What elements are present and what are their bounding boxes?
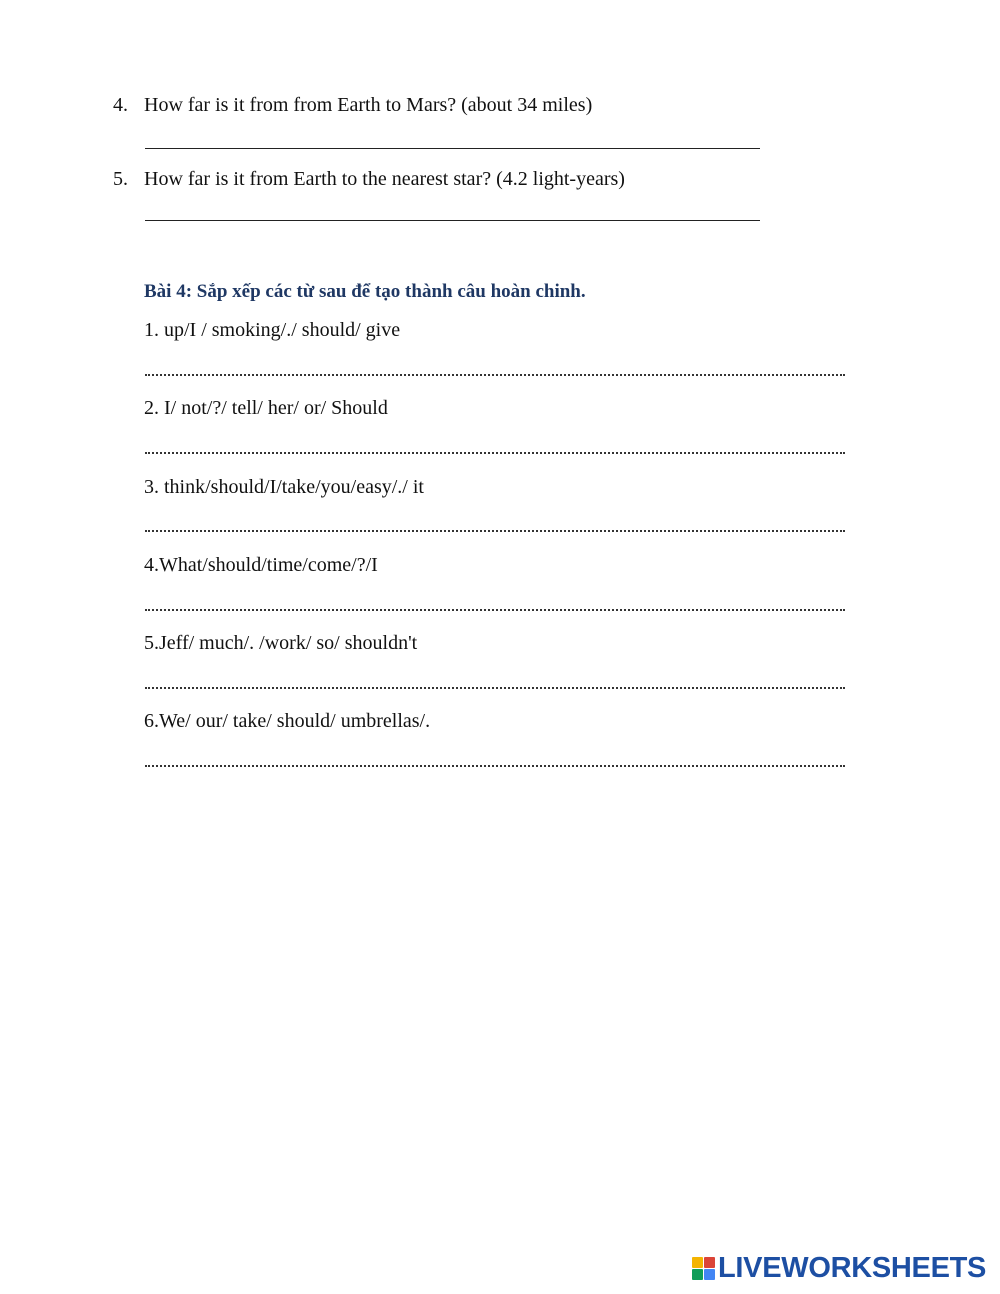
question-number: 4. [113,94,128,116]
item-text: 5.Jeff/ much/. /work/ so/ shouldn't [144,632,418,654]
item-text: 6.We/ our/ take/ should/ umbrellas/. [144,710,431,732]
item-text: 1. up/I / smoking/./ should/ give [144,319,401,341]
answer-dotted-line[interactable] [145,530,845,532]
answer-dotted-line[interactable] [145,609,845,611]
answer-dotted-line[interactable] [145,687,845,689]
answer-dotted-line[interactable] [145,765,845,767]
liveworksheets-logo-icon [692,1257,715,1280]
exercise-heading: Bài 4: Sắp xếp các từ sau để tạo thành câu hoàn chinh. [144,281,586,302]
answer-line[interactable] [145,220,760,221]
question-number: 5. [113,168,128,190]
answer-dotted-line[interactable] [145,374,845,376]
item-text: 4.What/should/time/come/?/I [144,554,378,576]
answer-dotted-line[interactable] [145,452,845,454]
item-text: 3. think/should/I/take/you/easy/./ it [144,476,424,498]
question-text: How far is it from Earth to the nearest star? (4.2 light-years) [144,168,625,190]
answer-line[interactable] [145,148,760,149]
item-text: 2. I/ not/?/ tell/ her/ or/ Should [144,397,388,419]
brand-name: LIVEWORKSHEETS [718,1251,987,1284]
liveworksheets-logo[interactable] [692,1253,986,1283]
question-text: How far is it from from Earth to Mars? (about 34 miles) [144,94,593,116]
